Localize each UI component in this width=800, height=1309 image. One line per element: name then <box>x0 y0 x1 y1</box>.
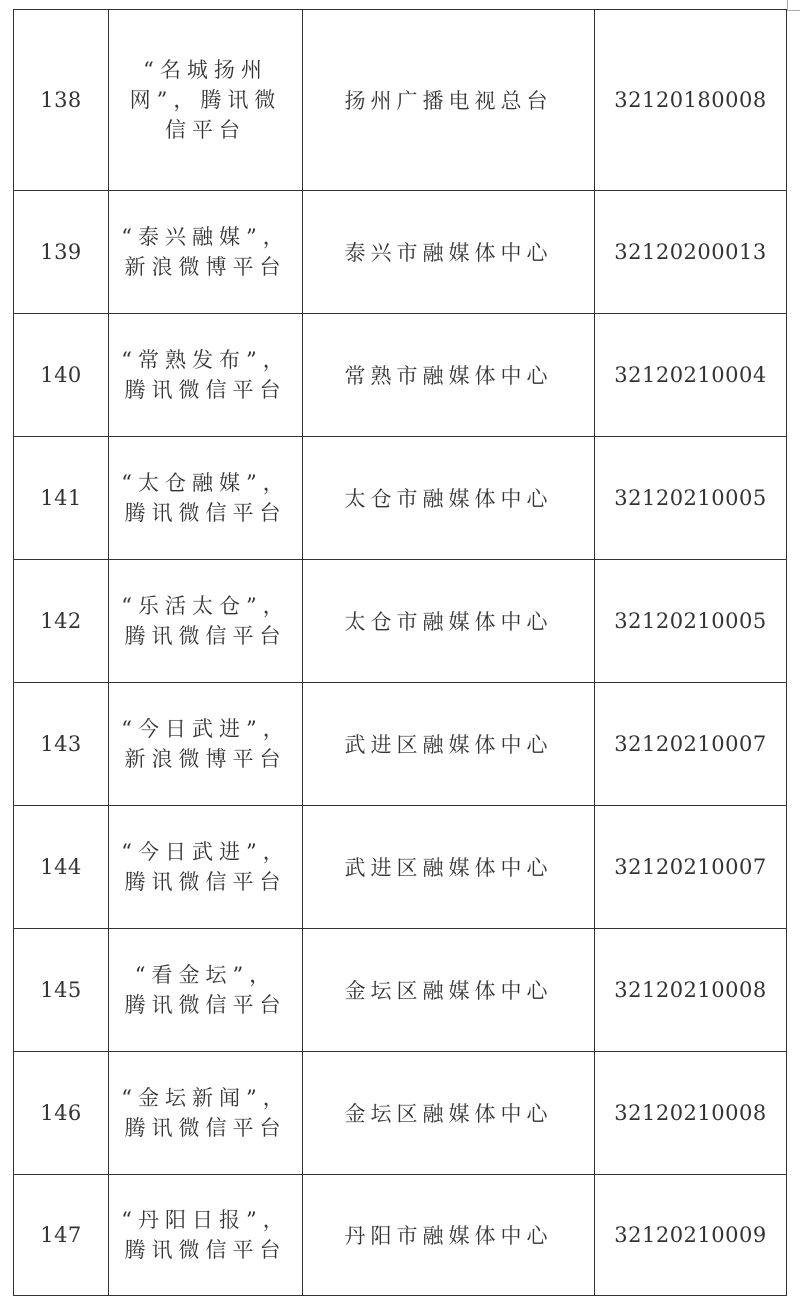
account-name-line: 腾讯微信平台 <box>124 870 287 894</box>
license-code: 32120200013 <box>595 191 787 314</box>
row-index: 146 <box>14 1052 109 1175</box>
row-index: 142 <box>14 560 109 683</box>
table-row <box>14 929 787 1052</box>
account-name-line: 腾讯微信平台 <box>124 624 287 648</box>
license-code: 32120210004 <box>595 314 787 437</box>
operating-unit: 武进区融媒体中心 <box>303 683 595 806</box>
account-name-line: 腾讯微信平台 <box>124 1238 287 1262</box>
account-name-line: 新浪微博平台 <box>124 747 287 771</box>
row-index: 139 <box>14 191 109 314</box>
account-name <box>109 1052 303 1175</box>
page-corner-mark <box>787 0 800 11</box>
account-name-line: 腾讯微信平台 <box>124 993 287 1017</box>
table-row <box>14 1052 787 1175</box>
table-row <box>14 437 787 560</box>
operating-unit: 太仓市融媒体中心 <box>303 437 595 560</box>
account-name <box>109 806 303 929</box>
operating-unit: 丹阳市融媒体中心 <box>303 1175 595 1296</box>
operating-unit: 泰兴市融媒体中心 <box>303 191 595 314</box>
row-index: 141 <box>14 437 109 560</box>
account-name-line: 腾讯微信平台 <box>124 378 287 402</box>
table-row <box>14 314 787 437</box>
account-name-line: “名城扬州 <box>143 58 268 82</box>
table-row <box>14 191 787 314</box>
account-name <box>109 929 303 1052</box>
table-row <box>14 683 787 806</box>
account-name-line: 腾讯微信平台 <box>124 501 287 525</box>
account-name-line: “太仓融媒”， <box>121 471 290 495</box>
account-name <box>109 191 303 314</box>
operating-unit: 武进区融媒体中心 <box>303 806 595 929</box>
license-code: 32120210005 <box>595 560 787 683</box>
operating-unit: 太仓市融媒体中心 <box>303 560 595 683</box>
account-name <box>109 683 303 806</box>
operating-unit: 常熟市融媒体中心 <box>303 314 595 437</box>
operating-unit: 金坛区融媒体中心 <box>303 929 595 1052</box>
table-row <box>14 1175 787 1296</box>
account-name <box>109 560 303 683</box>
row-index: 145 <box>14 929 109 1052</box>
table-row <box>14 560 787 683</box>
row-index: 144 <box>14 806 109 929</box>
license-code: 32120210007 <box>595 806 787 929</box>
license-code: 32120210008 <box>595 929 787 1052</box>
account-name-line: 新浪微博平台 <box>124 255 287 279</box>
license-code: 32120210009 <box>595 1175 787 1296</box>
row-index: 143 <box>14 683 109 806</box>
account-name-line: 网”，腾讯微 <box>129 88 282 112</box>
row-index: 140 <box>14 314 109 437</box>
account-name-line: “今日武进”， <box>121 717 290 741</box>
account-name-line: “看金坛”， <box>134 963 277 987</box>
license-code: 32120210005 <box>595 437 787 560</box>
operating-unit: 扬州广播电视总台 <box>303 10 595 191</box>
table-row <box>14 806 787 929</box>
license-code: 32120180008 <box>595 10 787 191</box>
row-index: 138 <box>14 10 109 191</box>
account-name-line: “丹阳日报”， <box>121 1208 290 1232</box>
account-name-line: 腾讯微信平台 <box>124 1116 287 1140</box>
operating-unit: 金坛区融媒体中心 <box>303 1052 595 1175</box>
account-name-line: “泰兴融媒”， <box>121 225 290 249</box>
license-code: 32120210007 <box>595 683 787 806</box>
row-index: 147 <box>14 1175 109 1296</box>
account-name-line: 信平台 <box>165 118 246 142</box>
license-code: 32120210008 <box>595 1052 787 1175</box>
account-name <box>109 314 303 437</box>
table-row <box>14 10 787 191</box>
account-name-line: “乐活太仓”， <box>121 594 290 618</box>
media-license-table <box>13 9 787 1296</box>
account-name <box>109 10 303 191</box>
account-name-line: “金坛新闻”， <box>121 1086 290 1110</box>
account-name <box>109 437 303 560</box>
account-name-line: “常熟发布”， <box>121 348 290 372</box>
account-name <box>109 1175 303 1296</box>
account-name-line: “今日武进”， <box>121 840 290 864</box>
